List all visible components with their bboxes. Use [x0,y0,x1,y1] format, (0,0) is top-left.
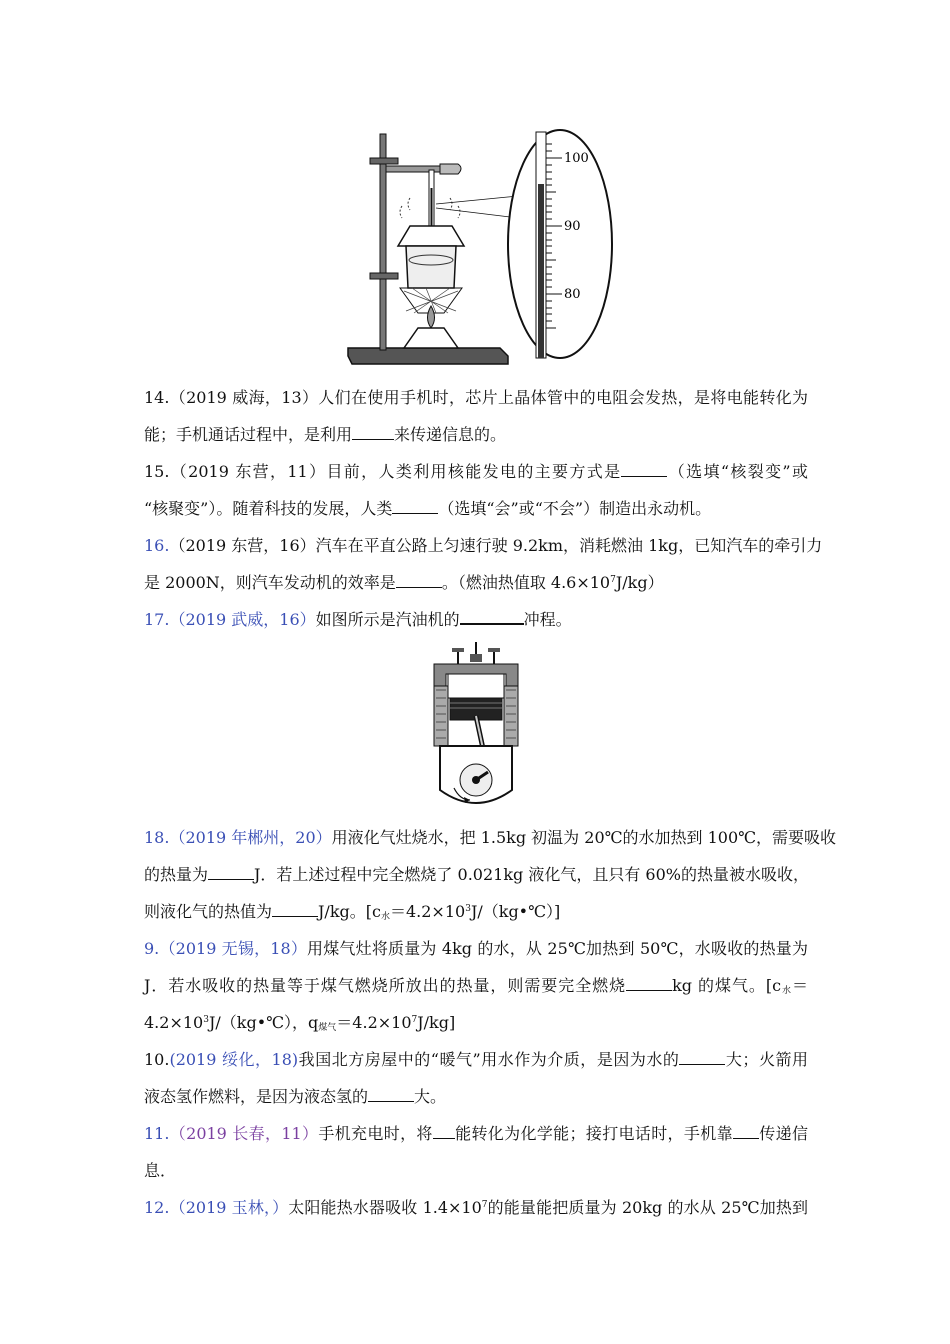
answer-blank[interactable] [368,1087,414,1102]
answer-blank[interactable] [208,865,254,880]
question-source: （2019 无锡，18） [159,939,308,958]
question-text: J/kg） [615,573,664,592]
scale-label-100: 100 [564,151,589,166]
question-text: 来传递信息的。 [394,425,507,444]
question-text: 息． [144,1161,177,1180]
question-text: J/kg] [417,1013,456,1032]
question-text: kg 的煤气。[c [672,976,782,995]
question-text: J/（kg•℃），q [208,1013,319,1032]
question-18-line3 [144,902,808,922]
question-text: 传递信 [758,1124,808,1143]
question-10-line2 [144,1087,808,1107]
question-source: （2019 武威，16） [169,610,316,629]
question-text: ＝4.2×10 [389,902,466,921]
question-12-line1 [144,1198,808,1218]
question-text: （选填“核裂变”或 [667,462,808,481]
exponent: 7 [411,1015,418,1025]
question-number: 9. [144,939,160,958]
answer-blank[interactable] [396,573,442,588]
question-source: （2019 玉林，） [169,1198,289,1217]
answer-blank[interactable] [679,1050,725,1065]
question-text: 。（燃油热值取 4.6×10 [441,573,611,592]
question-text: 用煤气灶将质量为 4kg 的水，从 25℃加热到 50℃，水吸收的热量为 [307,939,808,958]
answer-blank[interactable] [433,1124,455,1139]
scale-label-80: 80 [564,287,581,302]
subscript: 水 [380,912,390,922]
question-14-line1 [144,388,808,408]
question-text: 用液化气灶烧水，把 1.5kg 初温为 20℃的水加热到 100℃，需要吸收 [331,828,837,847]
question-text: 的热量为 [144,865,209,884]
exponent: 3 [203,1015,209,1025]
question-9-line3 [144,1013,808,1033]
question-15-line1 [144,462,808,482]
question-text: 我国北方房屋中的“暖气”用水作为介质，是因为水的 [298,1050,680,1069]
answer-blank[interactable] [733,1124,759,1139]
question-14-line2 [144,425,808,445]
answer-blank[interactable] [272,902,318,917]
question-number: 12. [144,1198,170,1217]
question-text: 液态氢作燃料，是因为液态氢的 [144,1087,369,1106]
question-number: 18. [144,828,170,847]
question-text: J．若上述过程中完全燃烧了 0.021kg 液化气，且只有 60%的热量被水吸收， [254,865,809,884]
question-text: 汽车在平直公路上匀速行驶 9.2km，消耗燃油 1kg，已知汽车的牵引力 [315,536,823,555]
subscript: 水 [781,986,792,996]
question-text: ＝4.2×10 [336,1013,412,1032]
question-16-line1 [144,536,823,556]
question-11-line1 [144,1124,808,1144]
question-number: 11. [144,1124,170,1143]
exponent: 3 [465,904,471,914]
gasoline-engine-figure [430,640,522,816]
question-text: 如图所示是汽油机的 [315,610,460,629]
question-11-line2 [144,1161,808,1181]
question-text: 目前，人类利用核能发电的主要方式是 [326,462,622,481]
question-number: 10. [144,1050,170,1069]
question-source: （2019 东营，16） [169,536,316,555]
scale-label-90: 90 [564,219,581,234]
question-16-line2 [144,573,808,593]
question-number: 17. [144,610,170,629]
question-source: （2019 威海，13） [169,388,319,407]
question-9-line1 [144,939,808,959]
question-text: 太阳能热水器吸收 1.4×10 [288,1198,482,1217]
question-text: 是 2000N，则汽车发动机的效率是 [144,573,396,592]
exponent: 7 [481,1200,488,1210]
question-number: 14. [144,388,170,407]
question-source: （2019 东营，11） [169,462,327,481]
exponent: 7 [610,575,616,585]
question-source: （2019 长春，11） [169,1124,319,1143]
question-text: ＝ [791,976,808,995]
question-17 [144,609,808,630]
question-18-line1 [144,828,837,848]
question-number: 15. [144,462,170,481]
question-number: 16. [144,536,170,555]
question-text: 冲程。 [523,610,572,629]
question-text: （选填“会”或“不会”）制造出永动机。 [438,499,712,518]
question-text: 能转化为化学能；接打电话时，手机靠 [454,1124,733,1143]
question-10-line1 [144,1050,808,1070]
answer-blank[interactable] [352,425,394,440]
question-text: J/（kg•℃）] [470,902,561,921]
question-text: 则液化气的热值为 [144,902,273,921]
question-text: J．若水吸收的热量等于煤气燃烧所放出的热量，则需要完全燃烧 [144,976,627,995]
question-text: 手机充电时，将 [318,1124,433,1143]
boiling-experiment-figure [340,128,620,368]
answer-blank[interactable] [460,609,524,625]
question-text: 4.2×10 [144,1013,204,1032]
question-text: 人们在使用手机时，芯片上晶体管中的电阻会发热，是将电能转化为 [318,388,808,407]
question-9-line2 [144,976,808,996]
answer-blank[interactable] [626,976,672,991]
question-source: (2019 绥化，18) [169,1050,299,1069]
question-15-line2 [144,499,808,519]
question-source: （2019 年郴州，20） [169,828,332,847]
answer-blank[interactable] [392,499,438,514]
question-18-line2 [144,865,808,885]
answer-blank[interactable] [621,462,667,477]
question-text: J/kg。[c [318,902,381,921]
question-text: “核聚变”）。随着科技的发展，人类 [144,499,393,518]
subscript: 煤气 [318,1023,337,1033]
question-text: 的能量能把质量为 20kg 的水从 25℃加热到 [487,1198,808,1217]
question-text: 大。 [414,1087,447,1106]
question-text: 大；火箭用 [725,1050,808,1069]
question-text: 能；手机通话过程中，是利用 [144,425,353,444]
